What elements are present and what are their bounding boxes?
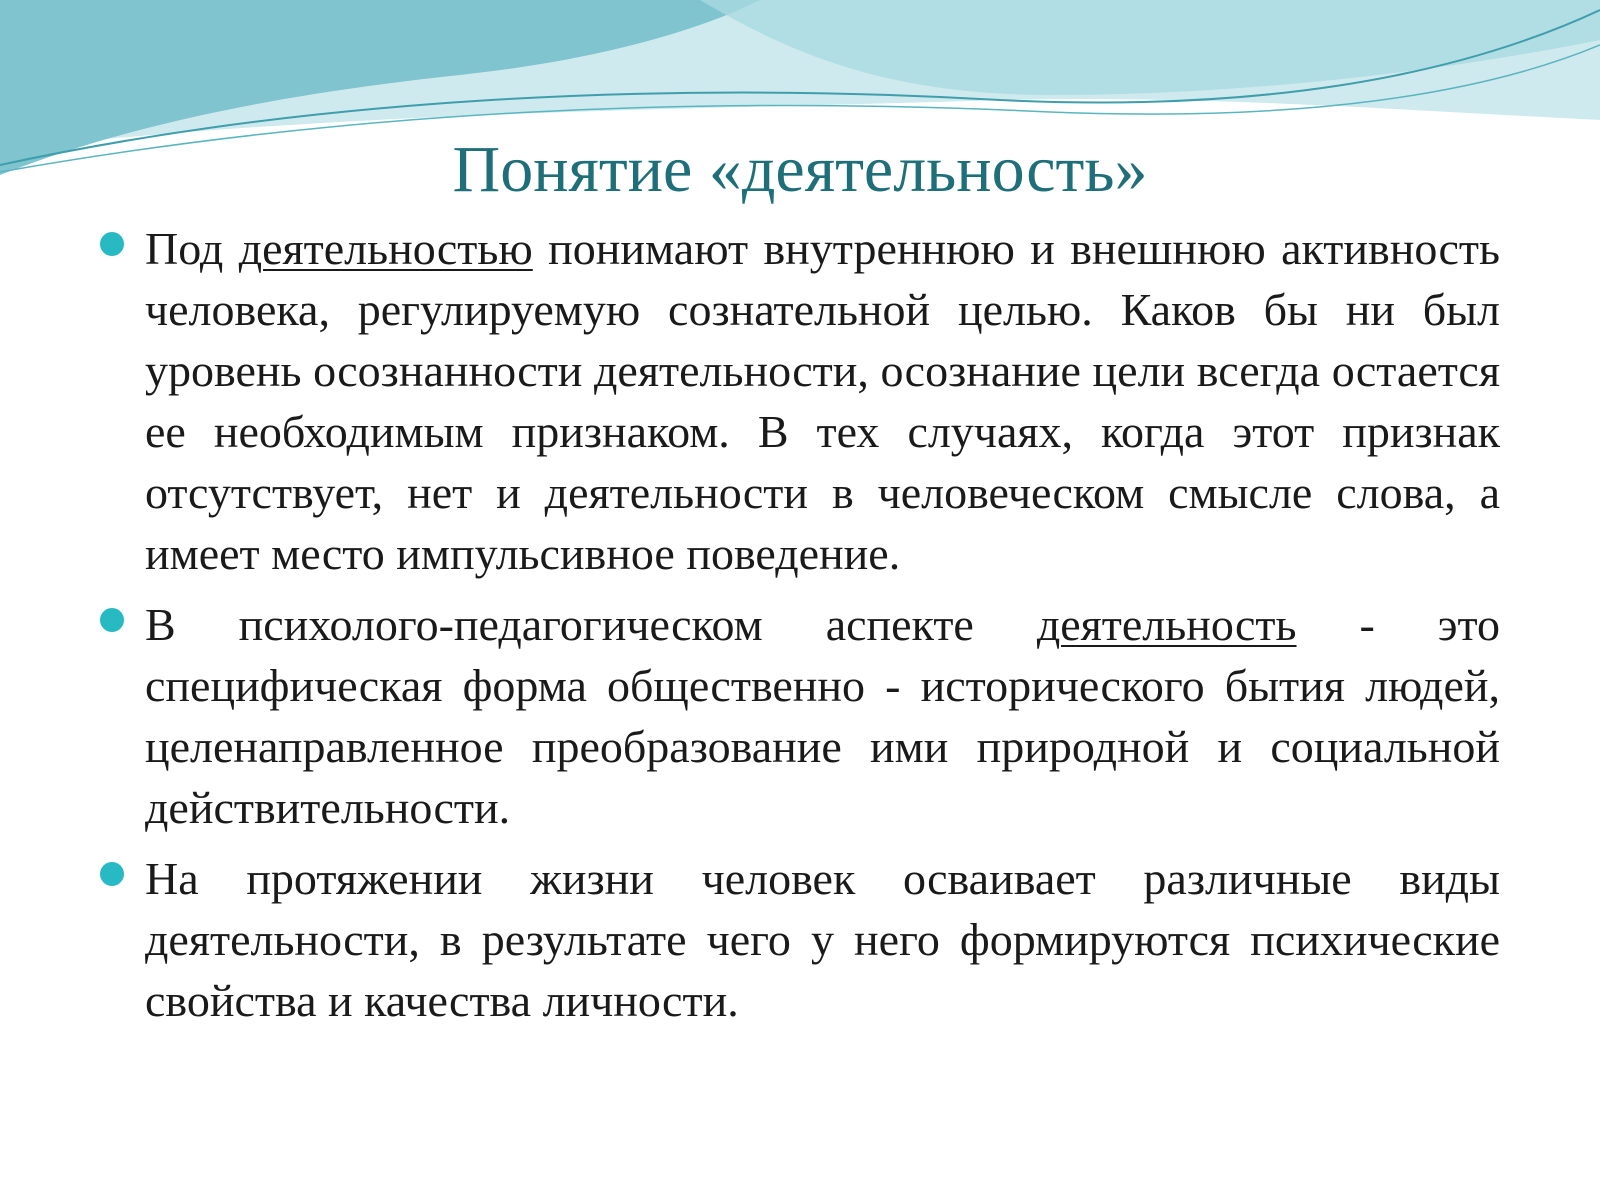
bullet-item-1	[95, 218, 1500, 584]
bullet-3-text: На протяжении жизни человек осваивает различные виды деятельности, в результате чего у него формируются психические свойства и качества личности.	[145, 853, 1500, 1026]
bullet-2-rest: - это специфическая форма общественно - исторического бытия людей, целенаправленное преобразование ими природной и социальной действительности.	[145, 599, 1500, 833]
bullet-dot-icon	[100, 608, 124, 632]
bullet-1-lead: Под	[145, 223, 239, 274]
bullet-1-term: деятельностью	[238, 223, 533, 274]
bullet-item-3	[95, 848, 1500, 1031]
bullet-2-lead: В психолого-педагогическом аспекте	[145, 599, 1037, 650]
bullet-1-rest: понимают внутреннюю и внешнюю активность человека, регулируемую сознательной целью. Каков бы ни был уровень осознанности деятельности, осознание цели всегда остается ее необходимым признаком. В тех случаях, когда этот признак отсутствует, нет и деятельности в человеческом смысле слова, а имеет место импульсивное поведение.	[145, 223, 1500, 579]
bullet-dot-icon	[100, 232, 124, 256]
bullet-dot-icon	[100, 862, 124, 886]
bullet-item-2	[95, 594, 1500, 838]
slide-title: Понятие «деятельность»	[452, 133, 1148, 206]
bullet-list	[95, 218, 1500, 1041]
bullet-2-term: деятельность	[1036, 599, 1297, 650]
